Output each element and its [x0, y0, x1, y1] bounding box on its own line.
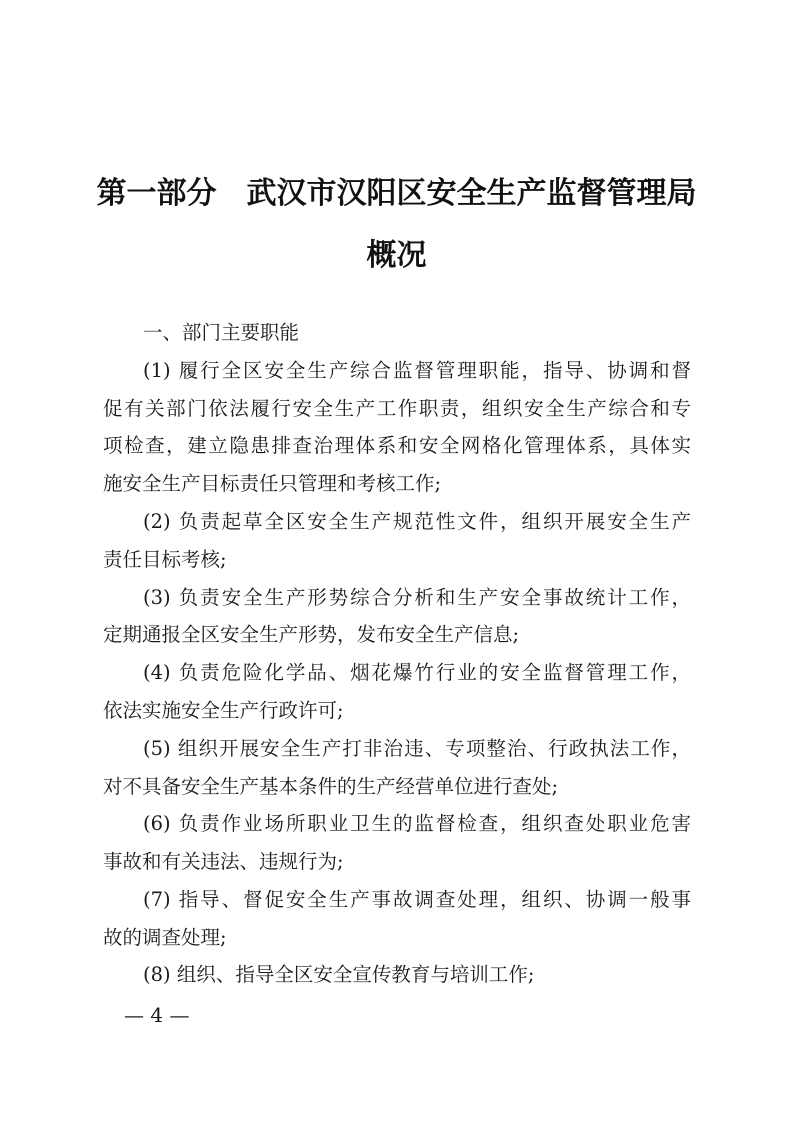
paragraph-3-line-2: 定期通报全区安全生产形势，发布安全生产信息; — [103, 623, 520, 646]
page-number: — 4 — — [124, 1003, 190, 1027]
paragraph-1-line-2: 促有关部门依法履行安全生产工作职责，组织安全生产综合和专 — [103, 397, 691, 420]
paragraph-4-line-2: 依法实施安全生产行政许可; — [103, 699, 344, 722]
title-part: 第一部分 — [96, 176, 217, 211]
document-title-line2: 概况 — [366, 238, 427, 273]
paragraph-2-line-2: 责任目标考核; — [103, 548, 227, 571]
paragraph-4-line-1: (4) 负责危险化学品、烟花爆竹行业的安全监督管理工作， — [143, 661, 691, 684]
paragraph-3-line-1: (3) 负责安全生产形势综合分析和生产安全事故统计工作， — [143, 586, 691, 609]
document-body — [103, 318, 691, 988]
paragraph-6-line-2: 事故和有关违法、违规行为; — [103, 850, 344, 873]
section-heading: 一、部门主要职能 — [143, 321, 300, 344]
paragraph-8-line-1: (8) 组织、指导全区安全宣传教育与培训工作; — [143, 963, 535, 986]
paragraph-7-line-1: (7) 指导、督促安全生产事故调查处理，组织、协调一般事 — [143, 888, 691, 911]
paragraph-1-line-1: (1) 履行全区安全生产综合监督管理职能，指导、协调和督 — [143, 359, 691, 382]
paragraph-5-line-1: (5) 组织开展安全生产打非治违、专项整治、行政执法工作， — [143, 737, 691, 760]
title-organization: 武汉市汉阳区安全生产监督管理局 — [246, 176, 697, 211]
paragraph-1-line-3: 项检查，建立隐患排查治理体系和安全网格化管理体系，具体实 — [103, 434, 691, 457]
document-title — [0, 176, 793, 212]
paragraph-7-line-2: 故的调查处理; — [103, 926, 227, 949]
paragraph-1-line-4: 施安全生产目标责任只管理和考核工作; — [103, 472, 442, 495]
paragraph-6-line-1: (6) 负责作业场所职业卫生的监督检查，组织查处职业危害 — [143, 812, 691, 835]
paragraph-2-line-1: (2) 负责起草全区安全生产规范性文件，组织开展安全生产 — [143, 510, 691, 533]
paragraph-5-line-2: 对不具备安全生产基本条件的生产经营单位进行查处; — [103, 775, 559, 798]
